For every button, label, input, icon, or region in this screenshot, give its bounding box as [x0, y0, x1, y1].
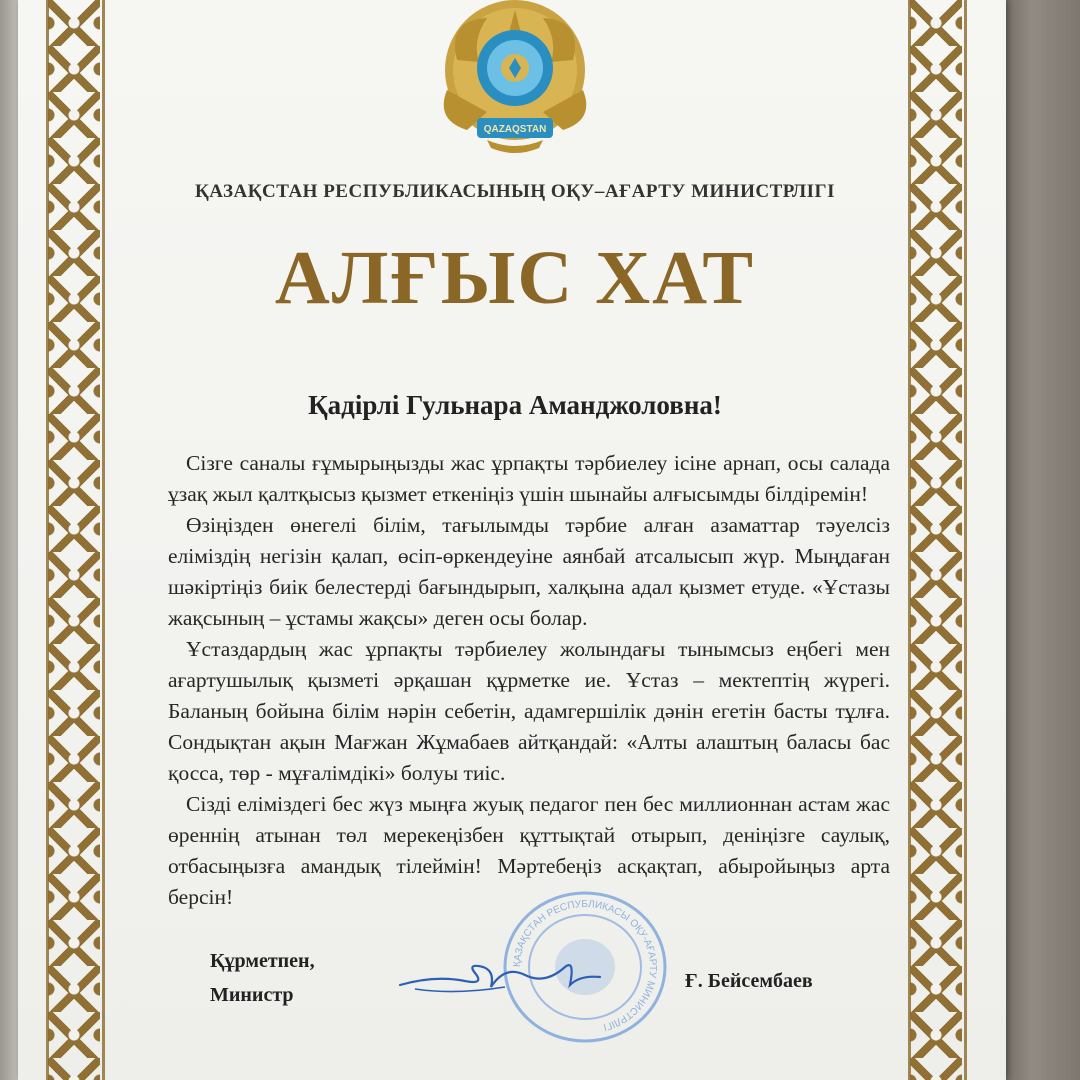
border-line	[102, 0, 105, 1080]
paragraph: Сізге саналы ғұмырыңызды жас ұрпақты тәрбиелеу ісіне арнап, осы салада ұзақ жыл қалтқысыз қызмет еткеніңіз үшін шынайы алғысымды білдіремін!	[168, 451, 890, 506]
letter-body	[168, 448, 890, 913]
ministry-heading: ҚАЗАҚСТАН РЕСПУБЛИКАСЫНЫҢ ОҚУ–АҒАРТУ МИНИСТРЛІГІ	[194, 181, 836, 202]
border-line	[908, 0, 911, 1080]
paragraph: Сізді еліміздегі бес жүз мыңға жуық педагог пен бес миллионнан астам жас өреннің атынан төл мерекеңізбен құттықтай отырып, деніңізге саулық, отбасыңызға амандық тілеймін! Мәртебеңіз асқақтап, абыройыңыз арта берсін!	[168, 792, 890, 909]
handwritten-signature-icon	[395, 945, 605, 1005]
border-line	[46, 0, 49, 1080]
desk-background	[1000, 0, 1080, 1080]
closing-line: Құрметпен,	[210, 950, 315, 972]
ornamental-border-left	[48, 0, 100, 1080]
signer-position: Министр	[210, 984, 294, 1006]
emblem-label: QAZAQSTAN	[483, 124, 547, 135]
state-emblem-icon	[427, 0, 603, 156]
paragraph: Ұстаздардың жас ұрпақты тәрбиелеу жолындағы тынымсыз еңбегі мен ағартушылық қызметі әрқашан құрметке ие. Ұстаз – мектептің жүрегі. Баланың бойына білім нәрін себетін, адамгершілік дәнін егетін басты тұлға. Сондықтан ақын Мағжан Жұмабаев айтқандай: «Алты алаштың баласы бас қосса, төр - мұғалімдікі» болуы тиіс.	[168, 637, 890, 785]
ornamental-border-right	[910, 0, 962, 1080]
signature-block	[210, 944, 315, 1012]
greeting: Қадірлі Гульнара Аманджоловна!	[308, 390, 722, 420]
signer-name: Ғ. Бейсембаев	[685, 970, 813, 992]
border-line	[964, 0, 967, 1080]
document-title: АЛҒЫС ХАТ	[274, 236, 756, 320]
stamp-text: ҚАЗАҚСТАН РЕСПУБЛИКАСЫ ОҚУ-АҒАРТУ МИНИСТРЛІГІ	[511, 898, 659, 1033]
paragraph: Өзіңізден өнегелі білім, тағылымды тәрбие алған азаматтар тәуелсіз еліміздің негізін қалап, өсіп-өркендеуіне аянбай атсалысып жүр. Мыңдаған шәкіртіңіз биік белестерді бағындырып, халқына адал қызмет етуде. «Ұстазы жақсының – ұстамы жақсы» деген осы болар.	[168, 513, 890, 630]
